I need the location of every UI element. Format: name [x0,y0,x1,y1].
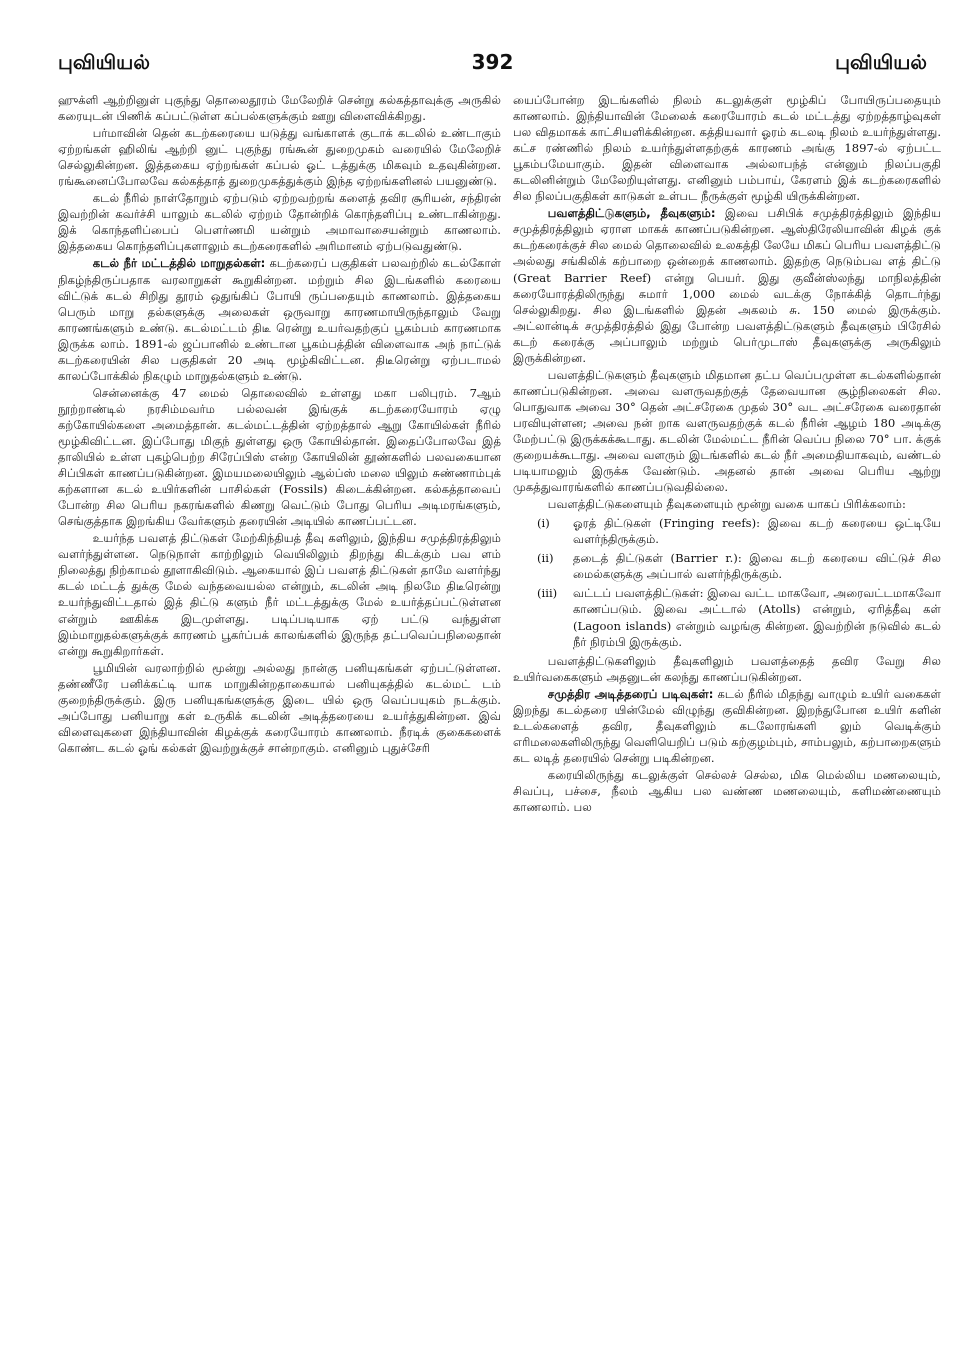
paragraph-text: சென்னைக்கு 47 மைல் தொலைவில் உள்ளது மகா பலிபுரம். 7ஆம் நூற்றாண்டில் நரசிம்மவர்ம பல்லவன் இங்குக் கடற்கரையோரம் ஏழு கற்கோயில்களை அமைத்தான். கடல்மட்டத்தின் ஏற்றத்தால் ஆறு கோயில்கள் நீரில் மூழ்கிவிட்டன. இப்போது மிகுந் துள்ளது ஒரு கோயில்தான். இதைப்போலவே இத் தாலியில் உள்ள புகழ்பெற்ற சிரேப்பிஸ் என்ற கோயிலின் தூண்களில் பலவகையான சிப்பிகள் காணப்படுகின்றன. இமயமலையிலும் ஆல்ப்ஸ் மலை யிலும் சுண்ணாம்புக் கற்களான கடல் உயிர்களின் பாசில்கள் (Fossils) கிடைக்கின்றன. கல்கத்தாவைப் போன்ற சில பெரிய நகரங்களில் கிணறு வெட்டும் போது பெரிய அடிமரங்களும், செங்குத்தாக இறங்கிய வேர்களும் தரையின் அடியில் காணப்பட்டன. [58,385,501,529]
paragraph-text: யைப்போன்ற இடங்களில் நிலம் கடலுக்குள் மூழ்கிப் போயிருப்பதையும் காணலாம். இந்தியாவின் மேலைக் கரையோரம் கடல் மட்டத்து ஏற்றத்தாழ்வுகள் பல விதமாகக் காட்சியளிக்கின்றன. கத்தியவார் ஓரம் கடலடி நிலம் உயர்ந்துள்ளது. கட்ச ரண்ணில் நிலம் உயர்ந்துள்ளதற்குக் காரணம் அங்கு 1897-ல் ஏற்பட்ட பூகம்பமேயாகும். இதன் விளைவாக அல்லாபந்த் என்னும் நிலப்பகுதி கடலினின்றும் மேலேறியுள்ளது. எனினும் பம்பாய், கேரளம் இக் கடற்கரைகளில் சில நிலப்பகுதிகள் காடுகள் உள்பட நீருக்குள் மூழ்கி யிருக்கின்றன. [513,93,941,204]
paragraph-text: கடல் நீரில் நாள்தோறும் ஏற்படும் ஏற்றவற்றங் களைத் தவிர சூரியன், சந்திரன் இவற்றின் கவர்ச்சி யாலும் கடலில் ஏற்றம் தோன்றிக் கொந்தளிப்பு உண்டாகின்றது. இக் கொந்தளிப்பைப் பௌர்ணமி யன்றும் அமாவாசையன்றும் காணலாம். இத்தகைய கொந்தளிப்புகளாலும் கடற்கரைகளில் அரிமானம் ஏற்படுவதுண்டு. [58,191,501,254]
paragraph [513,367,941,495]
paragraph [513,767,941,815]
paragraph [58,190,501,254]
running-title-left: புவியியல் [58,50,150,74]
paragraph [513,496,941,512]
paragraph-text: கரையிலிருந்து கடலுக்குள் செல்லச் செல்ல, மிக மெல்லிய மணலையும், சிவப்பு, பச்சை, நீலம் ஆகிய பல வண்ண மணலையும், களிமண்ணையும் காணலாம். பல [513,767,941,815]
section-heading: பவளத்திட்டுகளும், தீவுகளும்: [547,206,716,221]
list-item-text: ஓரத் திட்டுகள் (Fringing reefs): இவை கடற் கரையை ஒட்டியே வளர்ந்திருக்கும். [573,516,941,547]
page-number: 392 [471,50,514,74]
paragraph [58,660,501,756]
paragraph [58,125,501,189]
left-column [58,92,501,1342]
paragraph-text: பவளத்திட்டுகளையும் தீவுகளையும் மூன்று வகை யாகப் பிரிக்கலாம்: [547,497,906,512]
list-item [537,515,941,547]
paragraph [513,653,941,685]
list-item-number: (i) [537,516,550,531]
page-header [58,50,927,90]
paragraph-text: ஹுக்ளி ஆற்றினுள் புகுந்து தொலைதூரம் மேலேறிச் சென்று கல்கத்தாவுக்கு அருகில் கரையுடன் பிணிக் கப்பட்டுள்ள கப்பல்களுக்கும் ஊறு விளைவிக்கிறது. [58,93,501,124]
paragraph-text: கடற்கரைப் பகுதிகள் பலவற்றில் கடல்கோள் நிகழ்ந்திருப்பதாக வரலாறுகள் கூறுகின்றன. மற்றும் சில இடங்களில் கரையை விட்டுக் கடல் சிறிது தூரம் ஒதுங்கிப் போயி ருப்பதையும் காணலாம். இத்தகைய பெரும் மாறு தல்களுக்கு அலைகள் ஒருவாறு காரணமாயிருந்தாலும் வேறு காரணங்களும் உண்டு. கடல்மட்டம் திடீ ரென்று உயர்வதற்குப் பூகம்பம் காரணமாக இருக்க லாம். 1891-ல் ஜப்பானில் உண்டான பூகம்பத்தின் விளைவாக அந் நாட்டுக் கடற்கரையின் சில பகுதிகள் 20 அடி மூழ்கிவிட்டன. திடீரென்று ஏற்படாமல் காலப்போக்கில் நிகழும் மாறுதல்களும் உண்டு. [58,256,501,383]
list-item-number: (ii) [537,551,554,566]
paragraph-text: பூமியின் வரலாற்றில் மூன்று அல்லது நான்கு பனியுகங்கள் ஏற்பட்டுள்ளன. தண்ணீரே பனிக்கட்டி யாக மாறுகின்றதாகையால் பனியுகத்தில் கடல்மட் டம் குறைந்திருக்கும். இரு பனியுகங்களுக்கு இடை யில் ஒரு வெப்பயுகம் நடக்கும். அப்போது பனியாறு கள் உருகிக் கடலின் அடித்தரையை உயர்த்துகின்றன. இவ் விளைவுகளை இந்தியாவின் கிழக்குக் கரையோரம் காணலாம். நீரடிக் குகைகளைக் கொண்ட கடல் ஓங் கல்கள் இவற்றுக்குச் சான்றாகும். எனினும் புதுச்சேரி [58,660,501,755]
list-item-text: வட்டப் பவளத்திட்டுகள்: இவை வட்ட மாகவோ, அரைவட்டமாகவோ காணப்படும். இவை அட்டால் (Atolls) என்றும், ஏரித்தீவு கள் (Lagoon islands) என்றும் வழங்கு கின்றன. இவற்றின் நடுவில் கடல் நீர் நிரம்பி இருக்கும். [573,586,941,649]
paragraph [58,530,501,658]
paragraph [58,255,501,383]
paragraph [513,686,941,766]
paragraph-text: இவை பசிபிக் சமுத்திரத்திலும் இந்திய சமுத்திரத்திலும் ஏராள மாகக் காணப்படுகின்றன. ஆஸ்திரேலியாவின் கிழக் குக் கடற்கரைக்குச் சில மைல் தொலைவில் உலகத்தி லேயே மிகப் பெரிய பவளத்திட்டு அல்லது சங்கிலிக் கற்பாறை ஒன்றைக் காணலாம். இதற்கு நெடும்பவ ளத் திட்டு (Great Barrier Reef) என்று பெயர். இது குவீன்ஸ்லந்து மாநிலத்தின் கரையோரத்திலிருந்து சுமார் 1,000 மைல் வடக்கு நோக்கித் தொடர்ந்து செல்லுகிறது. சில இடங்களில் இதன் அகலம் சு. 150 மைல் இருக்கும். அட்லான்டிக் சமுத்திரத்தில் இது போன்ற பவளத்திட்டுகளும் தீவுகளும் பிரேசில் கடற் கரைக்கு அப்பாலும் மற்றும் பெர்முடாஸ் தீவுகளுக்கு அருகிலும் இருக்கின்றன. [513,206,941,365]
list-item-number: (iii) [537,586,558,601]
list-item-text: தடைத் திட்டுகள் (Barrier r.): இவை கடற் கரையை விட்டுச் சில மைல்களுக்கு அப்பால் வளர்ந்திருக்கும். [573,551,941,582]
running-title-right: புவியியல் [835,50,927,74]
right-column [513,92,941,1342]
section-heading: சமுத்திர அடித்தரைப் படிவுகள்: [547,686,714,701]
paragraph [513,205,941,365]
paragraph-text: பவளத்திட்டுகளும் தீவுகளும் மிதமான தட்ப வெப்பமுள்ள கடல்களில்தான் காணப்படுகின்றன. அவை வளருவதற்குத் தேவையான சூழ்நிலைகள் சில. பொதுவாக அவை 30° தென் அட்சரேகை முதல் 30° வட அட்சரேகை வரைதான் பரவியுள்ளன; அவை நன் றாக வளருவதற்குக் கடல் நீரின் ஆழம் 180 அடிக்கு மேற்பட்டு இருக்கக்கூடாது. கடலின் மேல்மட்ட நீரின் வெப்ப நிலை 70° பா. க்குக் குறையக்கூடாது. அவை வளரும் இடங்களில் கடல் நீர் அமைதியாகவும், வண்டல் படியாமலும் இருக்க வேண்டும். அதனல் தான் அவை பெரிய ஆற்று முகத்துவாரங்களில் காணப்படுவதில்லை. [513,367,941,495]
section-heading: கடல் நீர் மட்டத்தில் மாறுதல்கள்: [92,256,266,271]
paragraph-text: பவளத்திட்டுகளிலும் தீவுகளிலும் பவளத்தைத் தவிர வேறு சில உயிர்வகைகளும் அதனுடன் கலந்து காணப்படுகின்றன. [513,653,941,684]
paragraph [58,92,501,124]
paragraph [513,92,941,204]
list-item [537,550,941,582]
paragraph-text: உயர்ந்த பவளத் திட்டுகள் மேற்கிந்தியத் தீவு களிலும், இந்திய சமுத்திரத்திலும் வளர்ந்துள்ளன. நெடுநாள் காற்றிலும் வெயிலிலும் திறந்து கிடக்கும் பவ ளம் நிலைத்து நிற்காமல் தூளாகிவிடும். ஆகையால் இப் பவளத் திட்டுகள் தாமே வளர்ந்து கடல் மட்டத் துக்கு மேல் வந்தவையல்ல என்றும், கடலின் அடி நிலமே திடீரென்று உயர்ந்துவிட்டதால் இத் திட்டு களும் நீர் மட்டத்துக்கு மேல் உயர்த்தப்பட்டுள்ளன என்றும் ஊகிக்க இடமுள்ளது. படிப்படியாக ஏற் பட்டு வந்துள்ள இம்மாறுதல்களுக்குக் காரணம் பூகர்ப்பக் காலங்களில் இருந்த தட்பவெப்பநிலைதான் என்று கூறுகிறார்கள். [58,531,501,658]
list-item [537,585,941,649]
paragraph-text: பர்மாவின் தென் கடற்கரையை யடுத்து வங்காளக் குடாக் கடலில் உண்டாகும் ஏற்றங்கள் ஹிலிங் ஆற்றி னுட் புகுந்து ரங்கூன் துறைமுகம் வரையில் மேலேறிச் செல்லுகின்றன. இத்தகைய ஏற்றங்கள் கப்பல் ஓட் டத்துக்கு மிகவும் உதவுகின்றன. ரங்கூனைப்போலவே கல்கத்தாத் துறைமுகத்துக்கும் இந்த ஏற்றங்களினல் பயனுண்டு. [58,126,501,189]
paragraph [58,385,501,529]
paragraph-text: கடல் நீரில் மிதந்து வாழும் உயிர் வகைகள் இறந்து கடல்தரை யின்மேல் விழுந்து குவிகின்றன. இறந்துபோன உயிர் களின் உடல்களைத் தவிர, தீவுகளிலும் கடலோரங்களி லும் வெடிக்கும் எரிமலைகளிலிருந்து வெளியெறிப் படும் கற்குழம்பும், சாம்பலும், கற்பாறைகளும் கட லடித் தரையில் சென்று படிகின்றன. [513,686,941,765]
